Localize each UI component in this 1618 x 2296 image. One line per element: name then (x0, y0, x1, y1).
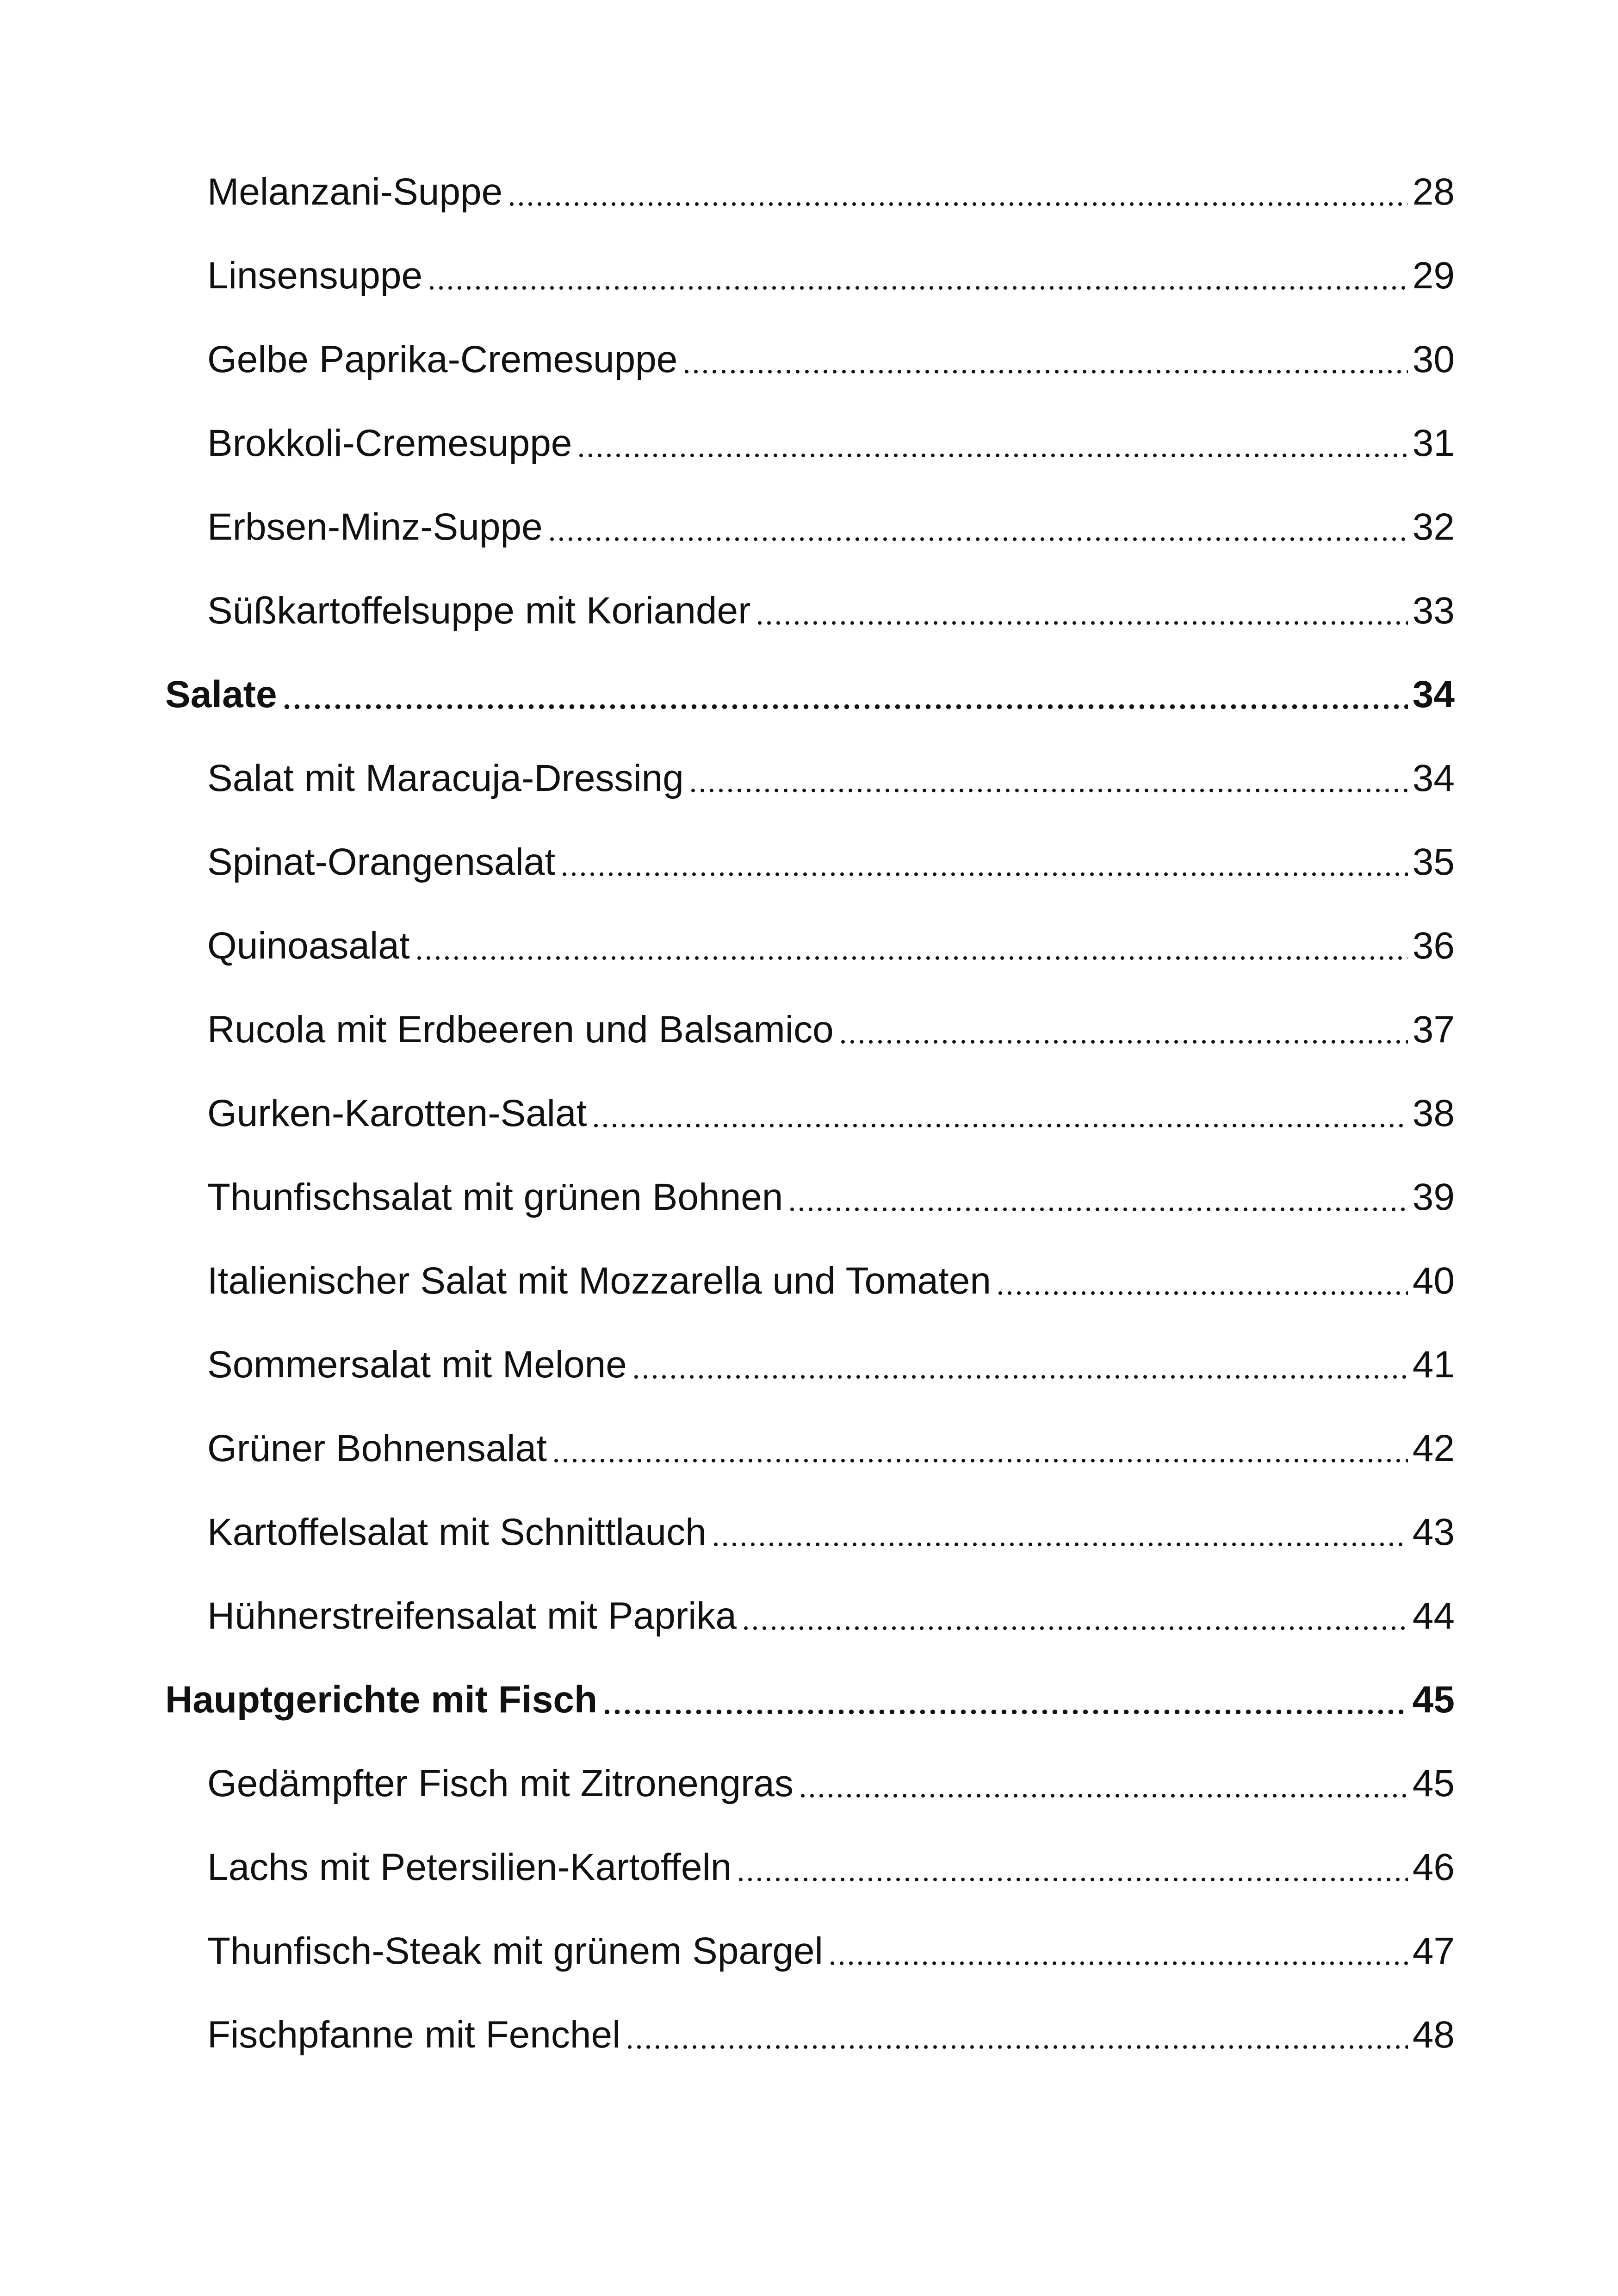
toc-entry-page: 32 (1412, 506, 1455, 548)
toc-chapter-entry[interactable] (165, 1672, 1455, 1728)
dot-leader (632, 1337, 1408, 1393)
toc-entry[interactable] (207, 1253, 1455, 1309)
toc-chapter-title: Hauptgerichte mit Fisch (165, 1679, 598, 1721)
dot-leader (577, 416, 1407, 471)
toc-entry[interactable] (207, 1086, 1455, 1141)
toc-entry[interactable] (207, 164, 1455, 220)
toc-entry-page: 28 (1412, 171, 1455, 213)
toc-entry-page: 46 (1412, 1846, 1455, 1888)
toc-entry[interactable] (207, 1170, 1455, 1225)
toc-entry[interactable] (207, 918, 1455, 974)
toc-entry-title: Hühnerstreifensalat mit Paprika (207, 1595, 737, 1637)
dot-leader (282, 667, 1408, 722)
dot-leader (552, 1421, 1408, 1476)
toc-entry-page: 30 (1412, 338, 1455, 380)
toc-entry-page: 33 (1412, 590, 1455, 632)
toc-entry-title: Salat mit Maracuja-Dressing (207, 757, 684, 799)
toc-entry-title: Brokkoli-Cremesuppe (207, 422, 572, 464)
toc-entry[interactable] (207, 1588, 1455, 1644)
dot-leader (682, 332, 1407, 387)
toc-entry-title: Gurken-Karotten-Salat (207, 1092, 587, 1134)
toc-entry[interactable] (207, 1505, 1455, 1560)
dot-leader (427, 248, 1408, 304)
toc-entry-title: Grüner Bohnensalat (207, 1427, 547, 1469)
toc-entry-title: Süßkartoffelsuppe mit Koriander (207, 590, 751, 632)
toc-entry[interactable] (207, 1002, 1455, 1058)
toc-entry-title: Kartoffelsalat mit Schnittlauch (207, 1511, 707, 1553)
toc-entry-title: Gelbe Paprika-Cremesuppe (207, 338, 678, 380)
toc-entry-page: 34 (1412, 757, 1455, 799)
dot-leader (711, 1505, 1408, 1560)
toc-entry-page: 41 (1412, 1344, 1455, 1386)
toc-entry[interactable] (207, 1756, 1455, 1811)
toc-entry-page: 45 (1412, 1762, 1455, 1804)
toc-chapter-page: 34 (1412, 673, 1455, 716)
dot-leader (741, 1588, 1408, 1644)
toc-entry-title: Gedämpfter Fisch mit Zitronengras (207, 1762, 794, 1804)
toc-entry-page: 40 (1412, 1260, 1455, 1302)
dot-leader (591, 1086, 1407, 1141)
toc-entry-title: Melanzani-Suppe (207, 171, 503, 213)
toc-entry[interactable] (207, 1421, 1455, 1476)
toc-entry-title: Quinoasalat (207, 925, 410, 967)
toc-entry[interactable] (207, 1337, 1455, 1393)
toc-entry[interactable] (207, 2007, 1455, 2063)
toc-entry-page: 29 (1412, 255, 1455, 297)
toc-entry[interactable] (207, 499, 1455, 555)
toc-entry-title: Erbsen-Minz-Suppe (207, 506, 543, 548)
toc-entry[interactable] (207, 1840, 1455, 1895)
toc-entry-title: Fischpfanne mit Fenchel (207, 2014, 621, 2056)
toc-entry-page: 35 (1412, 841, 1455, 883)
toc-entry-title: Sommersalat mit Melone (207, 1344, 627, 1386)
dot-leader (736, 1840, 1407, 1895)
dot-leader (787, 1170, 1407, 1225)
toc-entry[interactable] (207, 248, 1455, 304)
toc-entry[interactable] (207, 583, 1455, 639)
toc-entry-page: 42 (1412, 1427, 1455, 1469)
toc-chapter-page: 45 (1412, 1679, 1455, 1721)
toc-entry[interactable] (207, 416, 1455, 471)
toc-entry-title: Italienischer Salat mit Mozzarella und Tomaten (207, 1260, 991, 1302)
toc-entry-page: 37 (1412, 1008, 1455, 1051)
dot-leader (547, 499, 1408, 555)
toc-entry-title: Lachs mit Petersilien-Kartoffeln (207, 1846, 732, 1888)
dot-leader (996, 1253, 1408, 1309)
toc-entry[interactable] (207, 1923, 1455, 1979)
toc-entry-page: 43 (1412, 1511, 1455, 1553)
dot-leader (828, 1923, 1408, 1979)
toc-entry-title: Spinat-Orangensalat (207, 841, 556, 883)
dot-leader (415, 918, 1408, 974)
dot-leader (625, 2007, 1407, 2063)
toc-entry[interactable] (207, 834, 1455, 890)
dot-leader (688, 751, 1408, 806)
toc-entry-page: 36 (1412, 925, 1455, 967)
dot-leader (507, 164, 1408, 220)
toc-entry-page: 47 (1412, 1930, 1455, 1972)
toc-entry-page: 48 (1412, 2014, 1455, 2056)
toc-chapter-title: Salate (165, 673, 277, 716)
toc-entry-page: 38 (1412, 1092, 1455, 1134)
toc-entry-page: 31 (1412, 422, 1455, 464)
toc-entry[interactable] (207, 332, 1455, 387)
toc-entry-title: Thunfischsalat mit grünen Bohnen (207, 1176, 783, 1218)
toc-entry-page: 44 (1412, 1595, 1455, 1637)
dot-leader (798, 1756, 1408, 1811)
toc-chapter-entry[interactable] (165, 667, 1455, 722)
dot-leader (838, 1002, 1408, 1058)
dot-leader (560, 834, 1408, 890)
toc-entry-title: Rucola mit Erdbeeren und Balsamico (207, 1008, 834, 1051)
toc-entry-title: Linsensuppe (207, 255, 423, 297)
toc-entry[interactable] (207, 751, 1455, 806)
toc-entry-page: 39 (1412, 1176, 1455, 1218)
toc-entry-title: Thunfisch-Steak mit grünem Spargel (207, 1930, 823, 1972)
dot-leader (602, 1672, 1408, 1728)
dot-leader (755, 583, 1407, 639)
